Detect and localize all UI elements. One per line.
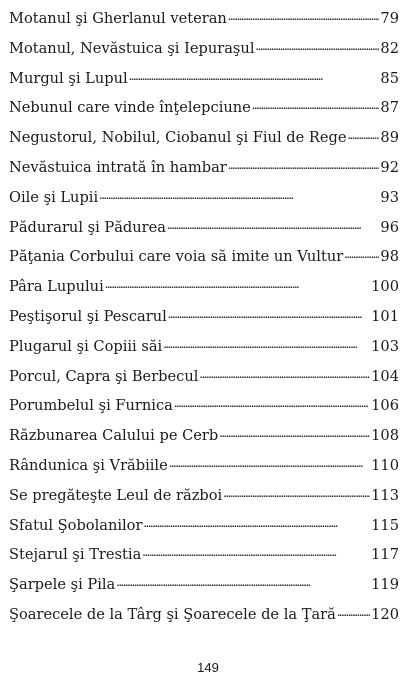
toc-leader-dots [344, 239, 379, 270]
toc-entry [9, 302, 399, 332]
toc-entry-page: 120 [371, 605, 399, 623]
toc-entry [9, 183, 399, 213]
toc-entry-title: Oile şi Lupii [9, 188, 99, 206]
toc-entry-title: Sfatul Şobolanilor [9, 516, 143, 534]
toc-entry [9, 153, 399, 183]
toc-entry-page: 79 [380, 10, 399, 27]
toc-entry-page: 119 [371, 576, 399, 594]
toc-leader-dots [219, 418, 370, 449]
toc-entry-title: Peştişorul şi Pescarul [9, 307, 167, 325]
toc-entry-title: Motanul, Nevăstuica şi Iepuraşul [9, 39, 255, 57]
toc-leader-dots [163, 329, 370, 360]
toc-entry-page: 82 [380, 39, 399, 57]
toc-entry-page: 87 [380, 99, 399, 117]
toc-entry-page: 85 [380, 69, 399, 87]
toc-entry-title: Răzbunarea Calului pe Cerb [9, 427, 219, 445]
toc-leader-dots [143, 508, 370, 539]
toc-entry-title: Plugarul şi Copiii săi [9, 337, 163, 355]
toc-entry [9, 540, 399, 570]
toc-entry-page: 106 [371, 397, 399, 415]
toc-entry-title: Păţania Corbului care voia să imite un Vultur [9, 248, 344, 266]
toc-entry-title: Şoarecele de la Târg şi Şoarecele de la Ţară [9, 605, 336, 623]
toc-entry-page: 115 [371, 516, 399, 534]
toc-entry [9, 213, 399, 243]
toc-entry-page: 101 [371, 307, 399, 325]
toc-leader-dots [168, 299, 370, 330]
toc-entry-title: Motanul şi Gherlanul veteran [9, 10, 227, 27]
toc-entry-page: 92 [380, 158, 399, 176]
toc-leader-dots [223, 478, 370, 509]
toc-leader-dots [337, 597, 370, 628]
toc-entry-page: 108 [371, 427, 399, 445]
toc-entry [9, 4, 399, 34]
toc-entry-page: 113 [371, 486, 399, 504]
toc-entry [9, 64, 399, 94]
toc-leader-dots [116, 567, 370, 598]
toc-entry-title: Şarpele şi Pila [9, 576, 116, 594]
toc-leader-dots [252, 90, 380, 121]
toc-entry-title: Nebunul care vinde înţelepciune [9, 99, 251, 117]
toc-entry [9, 391, 399, 421]
toc-entry-title: Se pregăteşte Leul de război [9, 486, 223, 504]
toc-entry-page: 100 [371, 278, 399, 296]
toc-entry [9, 570, 399, 600]
toc-leader-dots [347, 120, 379, 151]
toc-entry-page: 117 [371, 546, 399, 564]
toc-entry [9, 93, 399, 123]
toc-entry-page: 103 [371, 337, 399, 355]
toc-leader-dots [99, 180, 379, 211]
toc-leader-dots [167, 210, 379, 241]
toc-leader-dots [169, 448, 370, 479]
toc-leader-dots [174, 388, 370, 419]
toc-entry [9, 362, 399, 392]
toc-leader-dots [228, 1, 380, 32]
table-of-contents [9, 4, 399, 630]
toc-entry [9, 123, 399, 153]
toc-entry [9, 481, 399, 511]
toc-entry [9, 451, 399, 481]
toc-leader-dots [228, 150, 380, 181]
toc-entry [9, 600, 399, 630]
page-number: 149 [197, 660, 219, 675]
toc-entry-title: Nevăstuica intrată în hambar [9, 158, 227, 176]
toc-entry-page: 93 [380, 188, 399, 206]
toc-leader-dots [105, 269, 370, 300]
toc-entry [9, 421, 399, 451]
toc-entry [9, 34, 399, 64]
toc-leader-dots [199, 359, 370, 390]
toc-entry-page: 89 [380, 129, 399, 147]
toc-entry-title: Porumbelul şi Furnica [9, 397, 173, 415]
toc-entry-page: 110 [371, 456, 399, 474]
toc-entry [9, 332, 399, 362]
toc-leader-dots [129, 61, 380, 92]
toc-leader-dots [142, 537, 370, 568]
toc-entry-title: Porcul, Capra şi Berbecul [9, 367, 199, 385]
toc-entry-title: Pâra Lupului [9, 278, 104, 296]
toc-entry [9, 272, 399, 302]
toc-entry-page: 98 [380, 248, 399, 266]
toc-entry-page: 96 [380, 218, 399, 236]
toc-leader-dots [256, 31, 380, 62]
toc-entry-title: Pădurarul şi Pădurea [9, 218, 166, 236]
toc-entry-page: 104 [371, 367, 399, 385]
toc-entry [9, 242, 399, 272]
toc-entry [9, 511, 399, 541]
toc-entry-title: Stejarul şi Trestia [9, 546, 142, 564]
toc-entry-title: Murgul şi Lupul [9, 69, 128, 87]
toc-entry-title: Rândunica şi Vrăbiile [9, 456, 168, 474]
toc-entry-title: Negustorul, Nobilul, Ciobanul şi Fiul de Rege [9, 129, 347, 147]
